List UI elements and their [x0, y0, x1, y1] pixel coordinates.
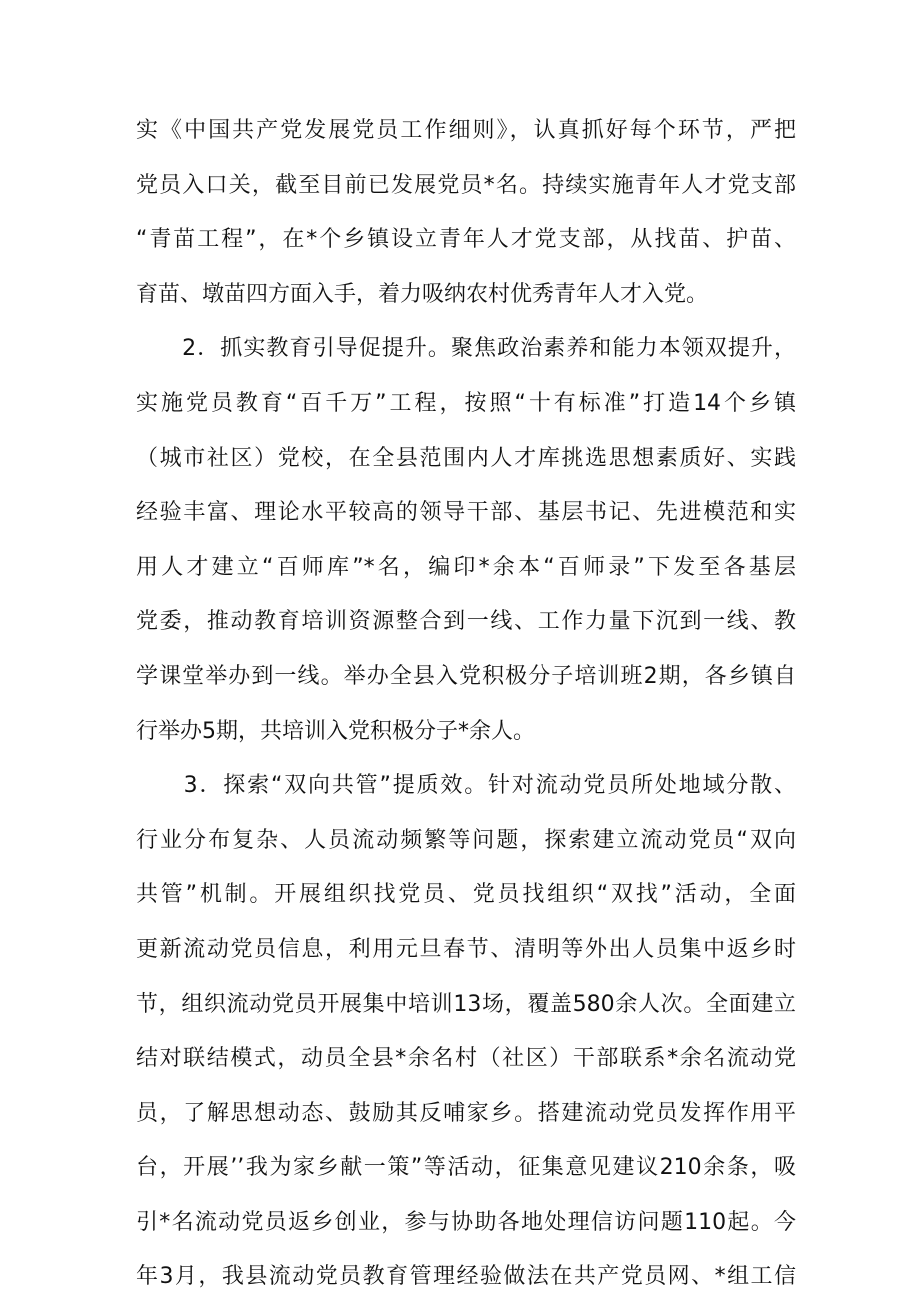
- text-line: 实《中国共产党发展党员工作细则》，认真抓好每个环节，严把: [136, 118, 796, 143]
- text-line: 经验丰富、理论水平较高的领导干部、基层书记、先进模范和实: [136, 500, 796, 526]
- body-text: [136, 104, 796, 1305]
- text-line: 用人才建立“百师库”*名，编印*余本“百师录”下发至各基层: [136, 554, 796, 580]
- text-line: 台，开展’’我为家乡献一策”等活动，征集意见建议210余条，吸: [136, 1155, 796, 1181]
- text-line: 2．抓实教育引导促提升。聚焦政治素养和能力本领双提升，: [136, 336, 796, 362]
- text-line: 共管”机制。开展组织找党员、党员找组织“双找”活动，全面: [136, 882, 796, 908]
- text-line: 员，了解思想动态、鼓励其反哺家乡。搭建流动党员发挥作用平: [136, 1100, 796, 1126]
- text-line: 学课堂举办到一线。举办全县入党积极分子培训班2期，各乡镇自: [136, 663, 796, 689]
- text-line: 实施党员教育“百千万”工程，按照“十有标准”打造14个乡镇: [136, 390, 796, 416]
- text-line: 更新流动党员信息，利用元旦春节、清明等外出人员集中返乡时: [136, 936, 796, 962]
- text-line: 3．探索“双向共管”提质效。针对流动党员所处地域分散、: [136, 773, 796, 799]
- text-line: 引*名流动党员返乡创业，参与协助各地处理信访问题110起。今: [136, 1209, 796, 1235]
- text-line: 行业分布复杂、人员流动频繁等问题，探索建立流动党员“双向: [136, 827, 796, 853]
- text-line: 党委，推动教育培训资源整合到一线、工作力量下沉到一线、教: [136, 609, 796, 635]
- text-line: （城市社区）党校，在全县范围内人才库挑选思想素质好、实践: [136, 445, 796, 471]
- text-line: “青苗工程”，在*个乡镇设立青年人才党支部，从找苗、护苗、: [136, 227, 796, 253]
- text-line: 年3月，我县流动党员教育管理经验做法在共产党员网、*组工信: [136, 1264, 796, 1290]
- text-line: 育苗、墩苗四方面入手，着力吸纳农村优秀青年人才入党。: [136, 281, 709, 307]
- text-line: 节，组织流动党员开展集中培训13场，覆盖580余人次。全面建立: [136, 991, 796, 1017]
- text-line: 结对联结模式，动员全县*余名村（社区）干部联系*余名流动党: [136, 1046, 796, 1072]
- text-line: 行举办5期，共培训入党积极分子*余人。: [136, 718, 535, 744]
- text-line: 党员入口关，截至目前已发展党员*名。持续实施青年人才党支部: [136, 172, 796, 198]
